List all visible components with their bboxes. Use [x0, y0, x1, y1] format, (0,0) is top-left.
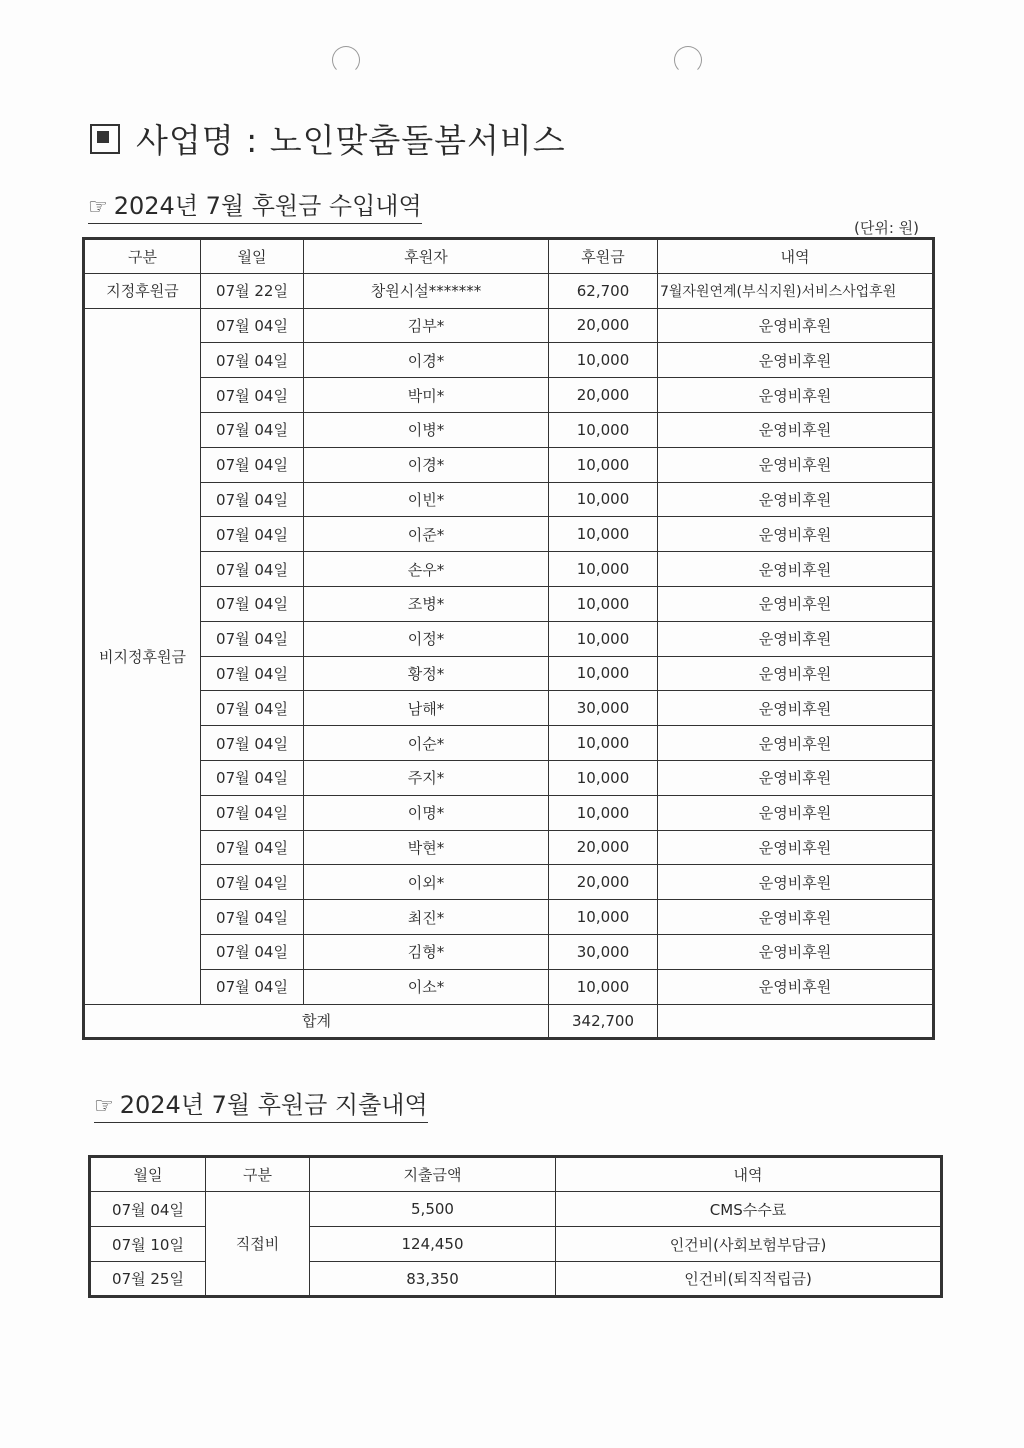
donor-cell: 황정*	[304, 656, 549, 691]
detail-cell: CMS수수료	[556, 1192, 942, 1227]
date-cell: 07월 04일	[201, 726, 304, 761]
date-cell: 07월 04일	[201, 900, 304, 935]
detail-cell: 운영비후원	[658, 482, 934, 517]
amount-cell: 10,000	[549, 795, 658, 830]
amount-cell: 20,000	[549, 308, 658, 343]
donor-cell: 이외*	[304, 865, 549, 900]
donor-cell: 김부*	[304, 308, 549, 343]
expense-header-row	[90, 1157, 942, 1192]
amount-cell: 10,000	[549, 552, 658, 587]
donor-cell: 이빈*	[304, 482, 549, 517]
detail-cell: 7월자원연계(부식지원)서비스사업후원	[658, 273, 934, 308]
table-row	[84, 726, 934, 761]
page-title-text: 사업명 : 노인맞춤돌봄서비스	[136, 121, 566, 160]
amount-cell: 20,000	[549, 830, 658, 865]
amount-cell: 10,000	[549, 621, 658, 656]
detail-cell: 운영비후원	[658, 900, 934, 935]
donor-cell: 남해*	[304, 691, 549, 726]
donor-cell: 최진*	[304, 900, 549, 935]
date-cell: 07월 25일	[90, 1262, 206, 1297]
table-row	[84, 760, 934, 795]
donor-cell: 이소*	[304, 969, 549, 1004]
donor-cell: 김형*	[304, 934, 549, 969]
donor-cell: 주지*	[304, 760, 549, 795]
amount-cell: 10,000	[549, 517, 658, 552]
income-col-date: 월일	[201, 239, 304, 274]
detail-cell: 운영비후원	[658, 621, 934, 656]
table-row	[84, 934, 934, 969]
income-header-row	[84, 239, 934, 274]
detail-cell: 운영비후원	[658, 656, 934, 691]
detail-cell: 운영비후원	[658, 795, 934, 830]
unit-note: (단위: 원)	[854, 219, 919, 237]
donor-cell: 이정*	[304, 621, 549, 656]
date-cell: 07월 10일	[90, 1227, 206, 1262]
total-label: 합계	[84, 1004, 549, 1039]
detail-cell: 운영비후원	[658, 517, 934, 552]
table-row	[84, 691, 934, 726]
detail-cell: 인건비(사회보험부담금)	[556, 1227, 942, 1262]
amount-cell: 10,000	[549, 900, 658, 935]
category-cell: 비지정후원금	[84, 308, 201, 1004]
detail-cell: 운영비후원	[658, 691, 934, 726]
donor-cell: 손우*	[304, 552, 549, 587]
date-cell: 07월 04일	[201, 517, 304, 552]
date-cell: 07월 04일	[201, 482, 304, 517]
donor-cell: 이경*	[304, 447, 549, 482]
date-cell: 07월 04일	[201, 308, 304, 343]
amount-cell: 10,000	[549, 969, 658, 1004]
date-cell: 07월 04일	[201, 343, 304, 378]
amount-cell: 124,450	[310, 1227, 556, 1262]
detail-cell: 운영비후원	[658, 412, 934, 447]
date-cell: 07월 04일	[90, 1192, 206, 1227]
date-cell: 07월 04일	[201, 865, 304, 900]
donor-cell: 조병*	[304, 586, 549, 621]
date-cell: 07월 04일	[201, 378, 304, 413]
date-cell: 07월 04일	[201, 412, 304, 447]
detail-cell: 운영비후원	[658, 447, 934, 482]
expense-col-date: 월일	[90, 1157, 206, 1192]
detail-cell: 운영비후원	[658, 552, 934, 587]
punch-hole-left	[332, 46, 360, 74]
detail-cell: 운영비후원	[658, 586, 934, 621]
donor-cell: 이준*	[304, 517, 549, 552]
date-cell: 07월 04일	[201, 656, 304, 691]
detail-cell: 운영비후원	[658, 969, 934, 1004]
detail-cell: 운영비후원	[658, 378, 934, 413]
table-row	[84, 378, 934, 413]
date-cell: 07월 04일	[201, 830, 304, 865]
table-row	[84, 865, 934, 900]
amount-cell: 30,000	[549, 934, 658, 969]
detail-cell: 운영비후원	[658, 760, 934, 795]
expense-col-category: 구분	[206, 1157, 310, 1192]
punch-hole-right	[674, 46, 702, 74]
table-row	[84, 482, 934, 517]
amount-cell: 83,350	[310, 1262, 556, 1297]
amount-cell: 10,000	[549, 726, 658, 761]
amount-cell: 20,000	[549, 378, 658, 413]
table-row	[84, 795, 934, 830]
amount-cell: 10,000	[549, 656, 658, 691]
pointing-hand-icon: ☞	[88, 195, 108, 220]
donor-cell: 박미*	[304, 378, 549, 413]
table-row	[84, 447, 934, 482]
total-amount: 342,700	[549, 1004, 658, 1039]
category-cell: 직접비	[206, 1192, 310, 1297]
income-table	[82, 237, 935, 1040]
income-col-donor: 후원자	[304, 239, 549, 274]
date-cell: 07월 04일	[201, 760, 304, 795]
table-row	[84, 552, 934, 587]
detail-cell: 운영비후원	[658, 343, 934, 378]
detail-cell: 운영비후원	[658, 726, 934, 761]
donor-cell: 이경*	[304, 343, 549, 378]
income-col-detail: 내역	[658, 239, 934, 274]
table-row	[84, 517, 934, 552]
amount-cell: 20,000	[549, 865, 658, 900]
table-row	[84, 308, 934, 343]
date-cell: 07월 04일	[201, 691, 304, 726]
table-row	[84, 621, 934, 656]
table-row	[84, 969, 934, 1004]
square-bullet-icon	[90, 124, 120, 154]
detail-cell: 운영비후원	[658, 865, 934, 900]
table-row	[84, 273, 934, 308]
pointing-hand-icon: ☞	[94, 1094, 114, 1119]
amount-cell: 10,000	[549, 586, 658, 621]
category-cell: 지정후원금	[84, 273, 201, 308]
date-cell: 07월 04일	[201, 447, 304, 482]
expense-table	[88, 1155, 943, 1298]
expense-heading-text: 2024년 7월 후원금 지출내역	[119, 1091, 428, 1119]
table-row	[84, 900, 934, 935]
amount-cell: 10,000	[549, 447, 658, 482]
expense-heading	[94, 1085, 428, 1123]
date-cell: 07월 04일	[201, 552, 304, 587]
donor-cell: 이병*	[304, 412, 549, 447]
donor-cell: 이순*	[304, 726, 549, 761]
amount-cell: 10,000	[549, 412, 658, 447]
total-row	[84, 1004, 934, 1039]
amount-cell: 62,700	[549, 273, 658, 308]
table-row	[84, 343, 934, 378]
donor-cell: 이명*	[304, 795, 549, 830]
amount-cell: 5,500	[310, 1192, 556, 1227]
income-heading-text: 2024년 7월 후원금 수입내역	[113, 192, 422, 220]
detail-cell: 인건비(퇴직적립금)	[556, 1262, 942, 1297]
donor-cell: 창원시설*******	[304, 273, 549, 308]
income-heading	[88, 186, 422, 224]
amount-cell: 10,000	[549, 482, 658, 517]
date-cell: 07월 22일	[201, 273, 304, 308]
table-row	[90, 1192, 942, 1227]
date-cell: 07월 04일	[201, 795, 304, 830]
donor-cell: 박현*	[304, 830, 549, 865]
table-row	[84, 830, 934, 865]
table-row	[84, 656, 934, 691]
total-detail-empty	[658, 1004, 934, 1039]
expense-col-detail: 내역	[556, 1157, 942, 1192]
date-cell: 07월 04일	[201, 934, 304, 969]
table-row	[84, 586, 934, 621]
expense-col-amount: 지출금액	[310, 1157, 556, 1192]
page-title	[90, 115, 566, 162]
detail-cell: 운영비후원	[658, 934, 934, 969]
table-row	[84, 412, 934, 447]
amount-cell: 10,000	[549, 760, 658, 795]
amount-cell: 10,000	[549, 343, 658, 378]
income-col-amount: 후원금	[549, 239, 658, 274]
date-cell: 07월 04일	[201, 969, 304, 1004]
date-cell: 07월 04일	[201, 586, 304, 621]
detail-cell: 운영비후원	[658, 308, 934, 343]
income-col-category: 구분	[84, 239, 201, 274]
date-cell: 07월 04일	[201, 621, 304, 656]
detail-cell: 운영비후원	[658, 830, 934, 865]
amount-cell: 30,000	[549, 691, 658, 726]
